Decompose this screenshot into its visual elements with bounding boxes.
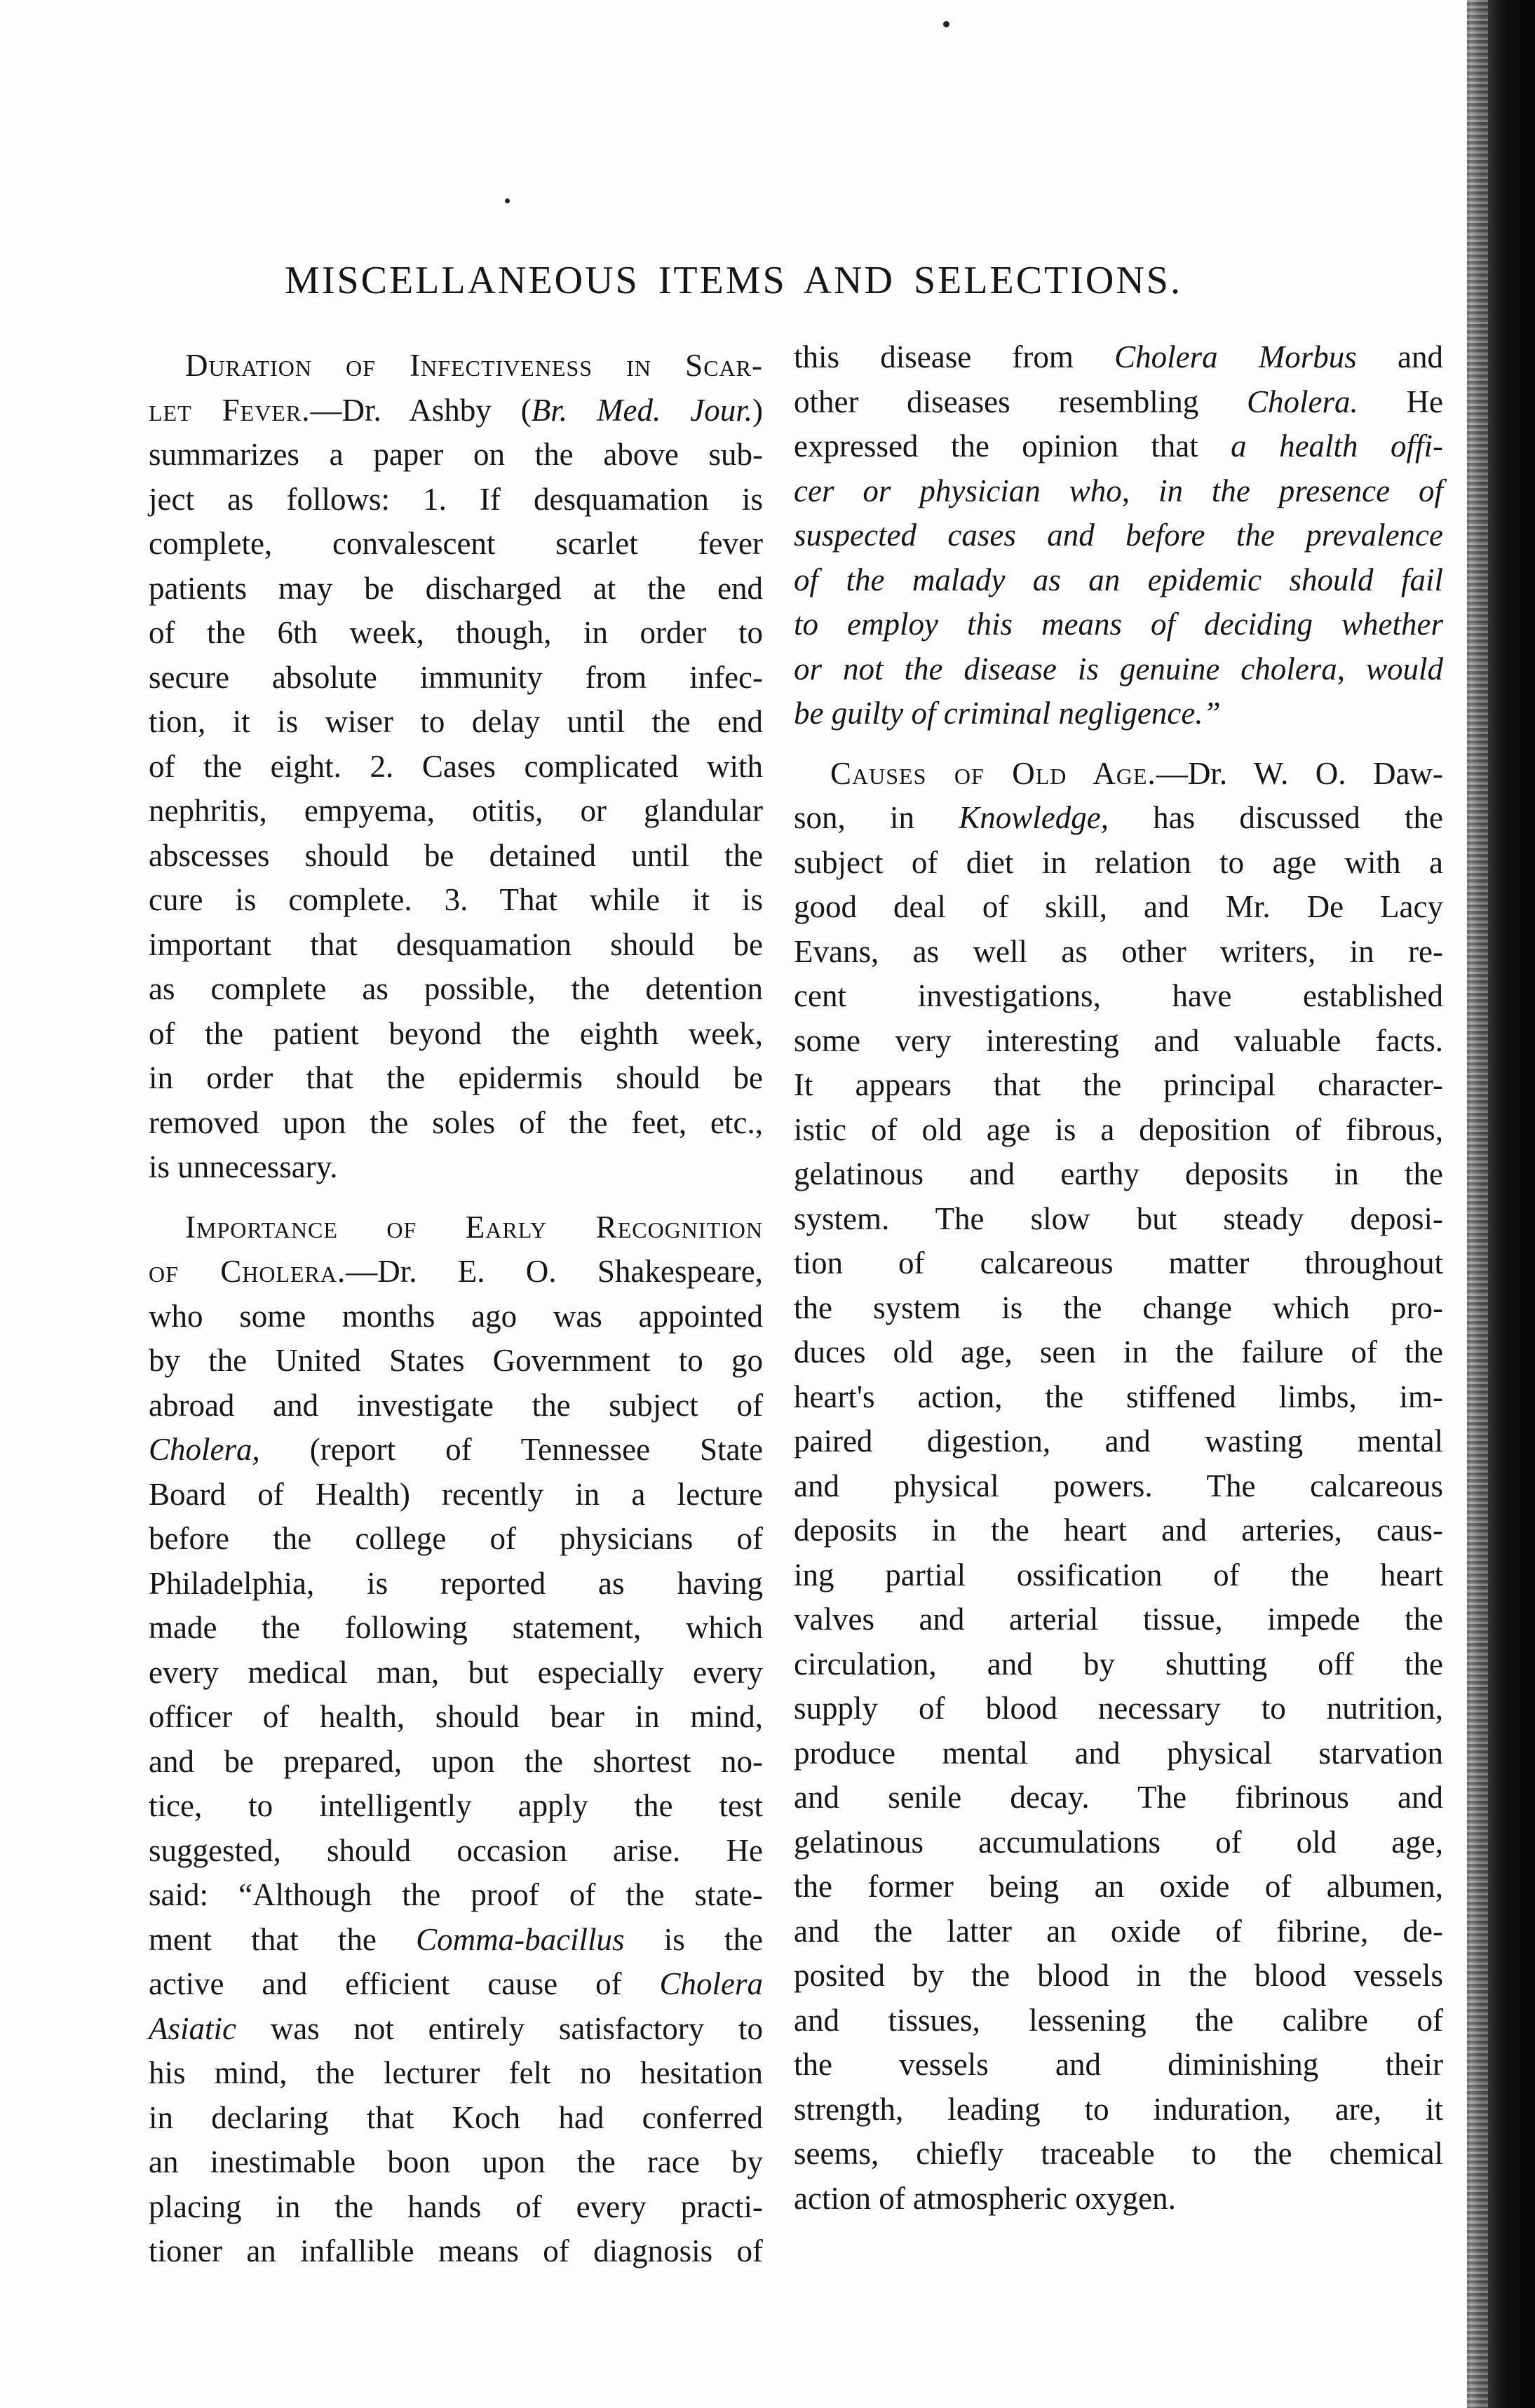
text-run: and <box>1356 339 1443 374</box>
ink-speck <box>943 21 949 27</box>
text-line <box>149 1873 763 1918</box>
text-run: active and efficient cause of <box>149 1966 660 2001</box>
text-run: strength, leading to induration, are, it <box>794 2091 1443 2127</box>
text-run: posited by the blood in the blood vessels <box>794 1958 1443 1993</box>
text-run: cure is complete. 3. That while it is <box>149 882 763 917</box>
text-line <box>794 380 1443 425</box>
text-run: action of atmospheric oxygen. <box>794 2180 1176 2216</box>
text-line <box>149 388 763 433</box>
text-run: and tissues, lessening the calibre of <box>794 2002 1443 2038</box>
text-line <box>794 1775 1443 1820</box>
text-line <box>149 1250 763 1294</box>
text-line <box>149 1918 763 1963</box>
section-heading: Causes of Old Age. <box>830 755 1156 791</box>
section-heading: Importance of Early Recognition <box>185 1209 763 1245</box>
text-line <box>794 841 1443 886</box>
text-run: as complete as possible, the detention <box>149 971 763 1006</box>
text-line <box>149 1384 763 1428</box>
text-line <box>794 1865 1443 1909</box>
text-line <box>149 1056 763 1101</box>
text-line <box>149 700 763 745</box>
text-line <box>794 885 1443 930</box>
text-line <box>794 691 1443 736</box>
text-run: his mind, the lecturer felt no hesitation <box>149 2055 763 2090</box>
text-line <box>149 745 763 790</box>
text-run: tioner an infallible means of diagnosis of <box>149 2233 763 2268</box>
text-line <box>149 433 763 478</box>
page-title: MISCELLANEOUS ITEMS AND SELECTIONS. <box>285 259 1182 302</box>
text-line <box>149 522 763 567</box>
text-line <box>794 558 1443 603</box>
text-line <box>794 469 1443 514</box>
text-line <box>794 602 1443 647</box>
italic-run: be guilty of criminal negligence.” <box>794 696 1221 731</box>
text-run: suggested, should occasion arise. He <box>149 1832 763 1868</box>
text-line <box>149 2185 763 2230</box>
text-run: this disease from <box>794 339 1115 374</box>
text-run: of the eight. 2. Cases complicated with <box>149 748 763 784</box>
text-run: in declaring that Koch had conferred <box>149 2099 763 2135</box>
text-line <box>794 1330 1443 1375</box>
section-heading: of Cholera. <box>149 1254 346 1289</box>
text-line <box>149 611 763 656</box>
text-run: said: “Although the proof of the state- <box>149 1877 763 1912</box>
text-run: istic of old age is a deposition of fibrous, <box>794 1111 1443 1147</box>
text-run: good deal of skill, and Mr. De Lacy <box>794 889 1443 924</box>
text-line <box>149 789 763 834</box>
text-run: subject of diet in relation to age with a <box>794 844 1443 880</box>
text-line <box>794 1241 1443 1286</box>
text-run: before the college of physicians of <box>149 1521 763 1556</box>
text-line <box>149 2140 763 2185</box>
section-heading: let Fever. <box>149 392 311 428</box>
text-run: officer of health, should bear in mind, <box>149 1699 763 1734</box>
text-line <box>149 967 763 1012</box>
text-run: tion, it is wiser to delay until the end <box>149 704 763 739</box>
italic-run: a health offi- <box>1231 428 1443 464</box>
text-run: heart's action, the stiffened limbs, im- <box>794 1379 1443 1414</box>
text-run: has discussed the <box>1108 800 1443 835</box>
text-line <box>794 752 1443 797</box>
text-line <box>794 1464 1443 1509</box>
text-line <box>149 1695 763 1740</box>
text-run: important that desquamation should be <box>149 926 763 962</box>
text-line <box>794 424 1443 469</box>
text-line <box>794 1998 1443 2043</box>
text-line <box>794 647 1443 692</box>
text-line <box>149 878 763 923</box>
text-run: (report of Tennessee State <box>259 1432 763 1467</box>
text-run: gelatinous accumulations of old age, <box>794 1824 1443 1860</box>
text-line <box>794 1152 1443 1197</box>
text-run: and be prepared, upon the shortest no- <box>149 1743 763 1779</box>
text-line <box>794 1375 1443 1420</box>
text-run: Philadelphia, is reported as having <box>149 1565 763 1601</box>
text-line <box>794 2132 1443 2177</box>
text-line <box>794 2088 1443 2132</box>
text-line <box>794 513 1443 558</box>
text-run: secure absolute immunity from infec- <box>149 659 763 695</box>
text-run: —Dr. E. O. Shakespeare, <box>346 1254 763 1289</box>
text-line <box>149 1517 763 1562</box>
text-run: seems, chiefly traceable to the chemical <box>794 2136 1443 2171</box>
text-run: and senile decay. The fibrinous and <box>794 1780 1443 1815</box>
text-run: some very interesting and valuable facts. <box>794 1022 1443 1058</box>
text-run: of the 6th week, though, in order to <box>149 615 763 650</box>
italic-run: Cholera, <box>149 1432 260 1467</box>
text-run: is the <box>624 1921 763 1957</box>
text-line <box>794 1731 1443 1776</box>
text-line <box>794 796 1443 841</box>
text-run: and physical powers. The calcareous <box>794 1468 1443 1503</box>
left-column <box>149 344 763 2274</box>
text-run: the vessels and diminishing their <box>794 2047 1443 2082</box>
text-run: deposits in the heart and arteries, caus- <box>794 1513 1443 1548</box>
text-line <box>149 1651 763 1696</box>
italic-run: Cholera <box>659 1966 763 2001</box>
italic-run: suspected cases and before the prevalence <box>794 518 1443 553</box>
text-run: Board of Health) recently in a lecture <box>149 1476 763 1512</box>
text-line <box>794 930 1443 975</box>
text-run: —Dr. W. O. Daw- <box>1156 755 1443 791</box>
text-run: cent investigations, have established <box>794 978 1443 1013</box>
section-heading: Duration of Infectiveness in Scar- <box>185 348 763 383</box>
text-run: It appears that the principal character- <box>794 1067 1443 1102</box>
italic-run: Asiatic <box>149 2010 236 2046</box>
text-line <box>149 1294 763 1339</box>
text-run: system. The slow but steady deposi- <box>794 1200 1443 1236</box>
text-run: who some months ago was appointed <box>149 1298 763 1334</box>
text-run: of the patient beyond the eighth week, <box>149 1015 763 1051</box>
text-run: is unnecessary. <box>149 1149 338 1184</box>
text-run: ) <box>752 392 764 428</box>
page-edge-shadow <box>1467 0 1535 2408</box>
text-run: expressed the opinion that <box>794 428 1231 464</box>
text-run: ject as follows: 1. If desquamation is <box>149 481 763 517</box>
italic-run: or not the disease is genuine cholera, would <box>794 651 1443 686</box>
text-line <box>149 1339 763 1384</box>
text-line <box>794 1019 1443 1064</box>
italic-run: Br. Med. Jour. <box>531 392 753 428</box>
text-run: ing partial ossification of the heart <box>794 1557 1443 1592</box>
text-line <box>794 1286 1443 1331</box>
text-run: in order that the epidermis should be <box>149 1060 763 1095</box>
text-run: nephritis, empyema, otitis, or glandular <box>149 793 763 828</box>
text-line <box>794 1909 1443 1954</box>
italic-run: Comma-bacillus <box>416 1921 625 1957</box>
text-line <box>149 1205 763 1250</box>
text-line <box>149 1145 763 1190</box>
text-line <box>794 1597 1443 1642</box>
text-line <box>149 567 763 611</box>
text-line <box>149 478 763 522</box>
text-run: duces old age, seen in the failure of the <box>794 1334 1443 1369</box>
text-line <box>149 2229 763 2274</box>
text-line <box>794 1686 1443 1731</box>
text-line <box>149 2007 763 2052</box>
italic-run: of the malady as an epidemic should fail <box>794 562 1443 597</box>
text-line <box>794 1419 1443 1464</box>
text-run: abscesses should be detained until the <box>149 837 763 873</box>
text-line <box>149 344 763 388</box>
text-run: valves and arterial tissue, impede the <box>794 1602 1443 1637</box>
italic-run: cer or physician who, in the presence of <box>794 473 1443 508</box>
text-run: by the United States Government to go <box>149 1343 763 1378</box>
text-line <box>794 1197 1443 1242</box>
italic-run: to employ this means of deciding whether <box>794 607 1443 642</box>
text-line <box>794 974 1443 1019</box>
text-run: gelatinous and earthy deposits in the <box>794 1156 1443 1191</box>
text-line <box>149 2051 763 2096</box>
text-run: made the following statement, which <box>149 1610 763 1645</box>
text-run: son, in <box>794 800 959 835</box>
text-run: paired digestion, and wasting mental <box>794 1423 1443 1459</box>
text-line <box>794 1553 1443 1598</box>
text-line <box>794 2177 1443 2221</box>
text-line <box>149 1562 763 1607</box>
text-line <box>149 1829 763 1874</box>
text-line <box>149 1101 763 1146</box>
text-line <box>794 1820 1443 1865</box>
text-line <box>149 656 763 701</box>
text-line <box>794 1954 1443 1998</box>
text-line <box>149 923 763 968</box>
text-run: He <box>1358 384 1443 419</box>
text-line <box>149 834 763 879</box>
text-line <box>149 1740 763 1785</box>
text-run: the system is the change which pro- <box>794 1290 1443 1325</box>
text-run: —Dr. Ashby ( <box>310 392 532 428</box>
text-run: circulation, and by shutting off the <box>794 1646 1443 1682</box>
text-run: abroad and investigate the subject of <box>149 1387 763 1423</box>
text-line <box>149 1428 763 1473</box>
text-line <box>794 1508 1443 1553</box>
text-run: an inestimable boon upon the race by <box>149 2144 763 2179</box>
text-run: supply of blood necessary to nutrition, <box>794 1691 1443 1726</box>
text-run: ment that the <box>149 1921 417 1957</box>
text-run: Evans, as well as other writers, in re- <box>794 933 1443 969</box>
text-run: patients may be discharged at the end <box>149 570 763 606</box>
text-line <box>794 1642 1443 1687</box>
italic-run: Knowledge, <box>959 800 1109 835</box>
text-run: produce mental and physical starvation <box>794 1735 1443 1771</box>
text-line <box>149 1606 763 1651</box>
text-run: complete, convalescent scarlet fever <box>149 526 763 561</box>
text-run: and the latter an oxide of fibrine, de- <box>794 1913 1443 1949</box>
ink-speck <box>505 198 510 203</box>
text-line <box>149 1962 763 2007</box>
text-line <box>149 1012 763 1057</box>
text-run: the former being an oxide of albumen, <box>794 1869 1443 1904</box>
text-line <box>794 1063 1443 1108</box>
text-line <box>149 1784 763 1829</box>
italic-run: Cholera. <box>1247 384 1358 419</box>
text-run: removed upon the soles of the feet, etc., <box>149 1104 763 1140</box>
italic-run: Cholera Morbus <box>1114 339 1357 374</box>
text-run: was not entirely satisfactory to <box>236 2010 763 2046</box>
text-line <box>149 1473 763 1517</box>
text-line <box>794 2043 1443 2088</box>
text-line <box>794 335 1443 380</box>
text-line <box>149 2096 763 2141</box>
text-run: other diseases resembling <box>794 384 1247 419</box>
text-run: placing in the hands of every practi- <box>149 2189 763 2224</box>
text-line <box>794 1108 1443 1153</box>
right-column <box>794 335 1443 2221</box>
text-run: every medical man, but especially every <box>149 1654 763 1690</box>
text-run: tion of calcareous matter throughout <box>794 1245 1443 1280</box>
text-run: summarizes a paper on the above sub- <box>149 437 763 472</box>
text-run: tice, to intelligently apply the test <box>149 1788 763 1823</box>
